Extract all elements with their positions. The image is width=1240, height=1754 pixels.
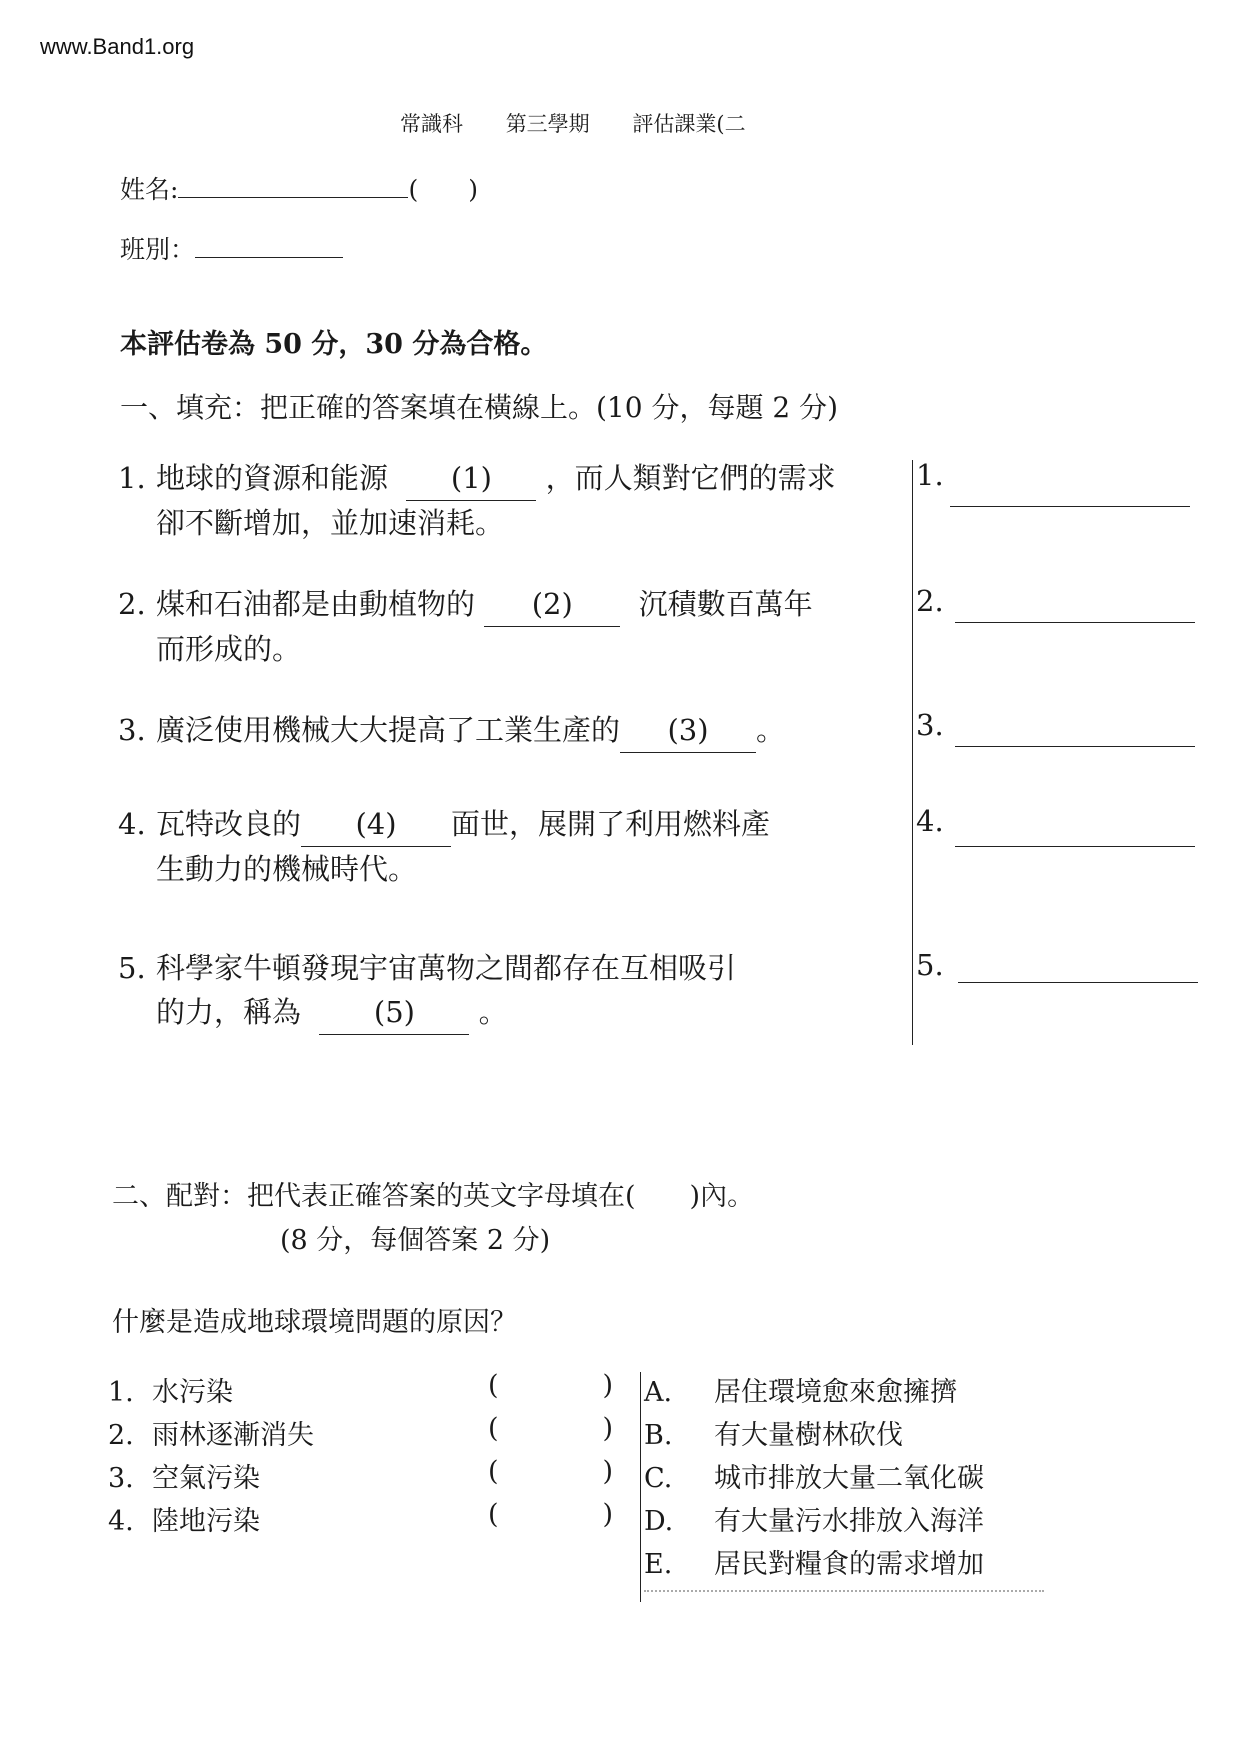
q2-text-line2: 而形成的。 xyxy=(156,632,302,666)
choice-d-text: 有大量污水排放入海洋 xyxy=(714,1506,984,1537)
answer-2-line[interactable] xyxy=(955,622,1195,623)
q2-text-pre: 煤和石油都是由動植物的 xyxy=(156,587,476,621)
q4-text-post: 面世，展開了利用燃料產 xyxy=(451,807,771,841)
cut-off-next-choice xyxy=(644,1590,1044,1598)
fill-question-2 xyxy=(118,582,813,671)
matching-item-1 xyxy=(108,1370,233,1409)
item-1-label: 水污染 xyxy=(152,1377,233,1408)
answer-4-number: 4. xyxy=(916,804,944,838)
answer-1-line[interactable] xyxy=(950,506,1190,507)
choice-c-letter: C. xyxy=(644,1463,673,1494)
name-number-paren[interactable]: ( ) xyxy=(408,175,478,204)
item-4-paren-close: ) xyxy=(602,1499,614,1530)
answer-1-number: 1. xyxy=(916,458,944,492)
item-3-number: 3. xyxy=(108,1463,134,1494)
choice-b xyxy=(644,1413,903,1452)
item-3-answer-box[interactable] xyxy=(488,1456,613,1487)
choice-e-letter: E. xyxy=(644,1549,673,1580)
q5-number: 5. xyxy=(118,951,146,985)
title-subject: 常識科 xyxy=(400,112,463,136)
item-1-paren-open: ( xyxy=(488,1370,499,1401)
choice-c xyxy=(644,1456,984,1495)
q3-text-post: 。 xyxy=(756,713,786,747)
answer-5-number: 5. xyxy=(916,948,944,982)
choice-c-text: 城市排放大量二氧化碳 xyxy=(714,1463,984,1494)
answer-3-line[interactable] xyxy=(955,746,1195,747)
item-4-paren-open: ( xyxy=(488,1499,499,1530)
item-1-answer-box[interactable] xyxy=(488,1370,613,1401)
q1-blank: (1) xyxy=(406,456,536,501)
item-4-answer-box[interactable] xyxy=(488,1499,613,1530)
name-label: 姓名: xyxy=(120,175,179,204)
item-2-paren-open: ( xyxy=(488,1413,499,1444)
choice-a-text: 居住環境愈來愈擁擠 xyxy=(714,1377,957,1408)
matching-item-3 xyxy=(108,1456,260,1495)
item-3-label: 空氣污染 xyxy=(152,1463,260,1494)
title-term: 第三學期 xyxy=(505,112,590,136)
item-4-label: 陸地污染 xyxy=(152,1506,260,1537)
matching-question: 什麼是造成地球環境問題的原因？ xyxy=(112,1307,517,1338)
choice-b-text: 有大量樹林砍伐 xyxy=(714,1420,903,1451)
class-field-row xyxy=(120,230,343,266)
matching-item-4 xyxy=(108,1499,260,1538)
choice-a-letter: A. xyxy=(644,1377,673,1408)
choice-a xyxy=(644,1370,957,1409)
item-4-number: 4. xyxy=(108,1506,134,1537)
title-assessment: 評估課業(二 xyxy=(632,112,746,136)
q5-text-line2-pre: 的力，稱為 xyxy=(156,995,302,1029)
q2-text-post: 沉積數百萬年 xyxy=(638,587,813,621)
item-3-paren-close: ) xyxy=(602,1456,614,1487)
q1-text-pre: 地球的資源和能源 xyxy=(156,461,389,495)
fill-question-3 xyxy=(118,708,785,753)
q4-blank: (4) xyxy=(301,802,451,847)
page-title xyxy=(400,108,746,138)
site-url[interactable]: www.Band1.org xyxy=(40,34,195,59)
matching-item-2 xyxy=(108,1413,314,1452)
q5-text-pre: 科學家牛頓發現宇宙萬物之間都存在互相吸引 xyxy=(156,951,737,985)
q3-text-pre: 廣泛使用機械大大提高了工業生產的 xyxy=(156,713,621,747)
fill-question-1 xyxy=(118,456,836,545)
q3-number: 3. xyxy=(118,713,146,747)
class-label: 班別： xyxy=(120,235,196,264)
choice-e-text: 居民對糧食的需求增加 xyxy=(714,1549,984,1580)
choice-d-letter: D. xyxy=(644,1506,674,1537)
answer-3-number: 3. xyxy=(916,708,944,742)
answer-2-number: 2. xyxy=(916,584,944,618)
choice-d xyxy=(644,1499,984,1538)
fill-question-4 xyxy=(118,802,770,891)
item-1-paren-close: ) xyxy=(602,1370,614,1401)
score-note: 本評估卷為 50 分，30 分為合格。 xyxy=(120,329,548,360)
q4-text-line2: 生動力的機械時代。 xyxy=(156,852,418,886)
q5-blank: (5) xyxy=(319,990,469,1035)
section2-subheading: (8 分，每個答案 2 分) xyxy=(280,1225,551,1256)
q2-number: 2. xyxy=(118,587,146,621)
answer-5-line[interactable] xyxy=(958,982,1198,983)
section1-heading: 一、填充：把正確的答案填在橫線上。(10 分，每題 2 分) xyxy=(120,391,838,424)
q2-blank: (2) xyxy=(484,582,620,627)
name-field-row xyxy=(120,170,478,206)
q3-blank: (3) xyxy=(620,708,756,753)
fill-question-5 xyxy=(118,946,736,1035)
item-2-paren-close: ) xyxy=(602,1413,614,1444)
section2-heading: 二、配對：把代表正確答案的英文字母填在( )內。 xyxy=(112,1181,755,1212)
q1-text-line2: 卻不斷增加，並加速消耗。 xyxy=(156,506,505,540)
q4-text-pre: 瓦特改良的 xyxy=(156,807,302,841)
choice-b-letter: B. xyxy=(644,1420,673,1451)
item-2-number: 2. xyxy=(108,1420,134,1451)
q1-text-post: ，而人類對它們的需求 xyxy=(545,461,836,495)
name-blank[interactable] xyxy=(178,177,408,198)
answer-column-divider xyxy=(912,460,913,1045)
choice-e xyxy=(644,1542,984,1581)
q5-text-line2-post: 。 xyxy=(478,995,508,1029)
item-2-answer-box[interactable] xyxy=(488,1413,613,1444)
item-2-label: 雨林逐漸消失 xyxy=(152,1420,314,1451)
item-3-paren-open: ( xyxy=(488,1456,499,1487)
answer-4-line[interactable] xyxy=(955,846,1195,847)
matching-divider xyxy=(640,1372,641,1602)
item-1-number: 1. xyxy=(108,1377,134,1408)
class-blank[interactable] xyxy=(195,237,343,258)
q4-number: 4. xyxy=(118,807,146,841)
q1-number: 1. xyxy=(118,461,146,495)
